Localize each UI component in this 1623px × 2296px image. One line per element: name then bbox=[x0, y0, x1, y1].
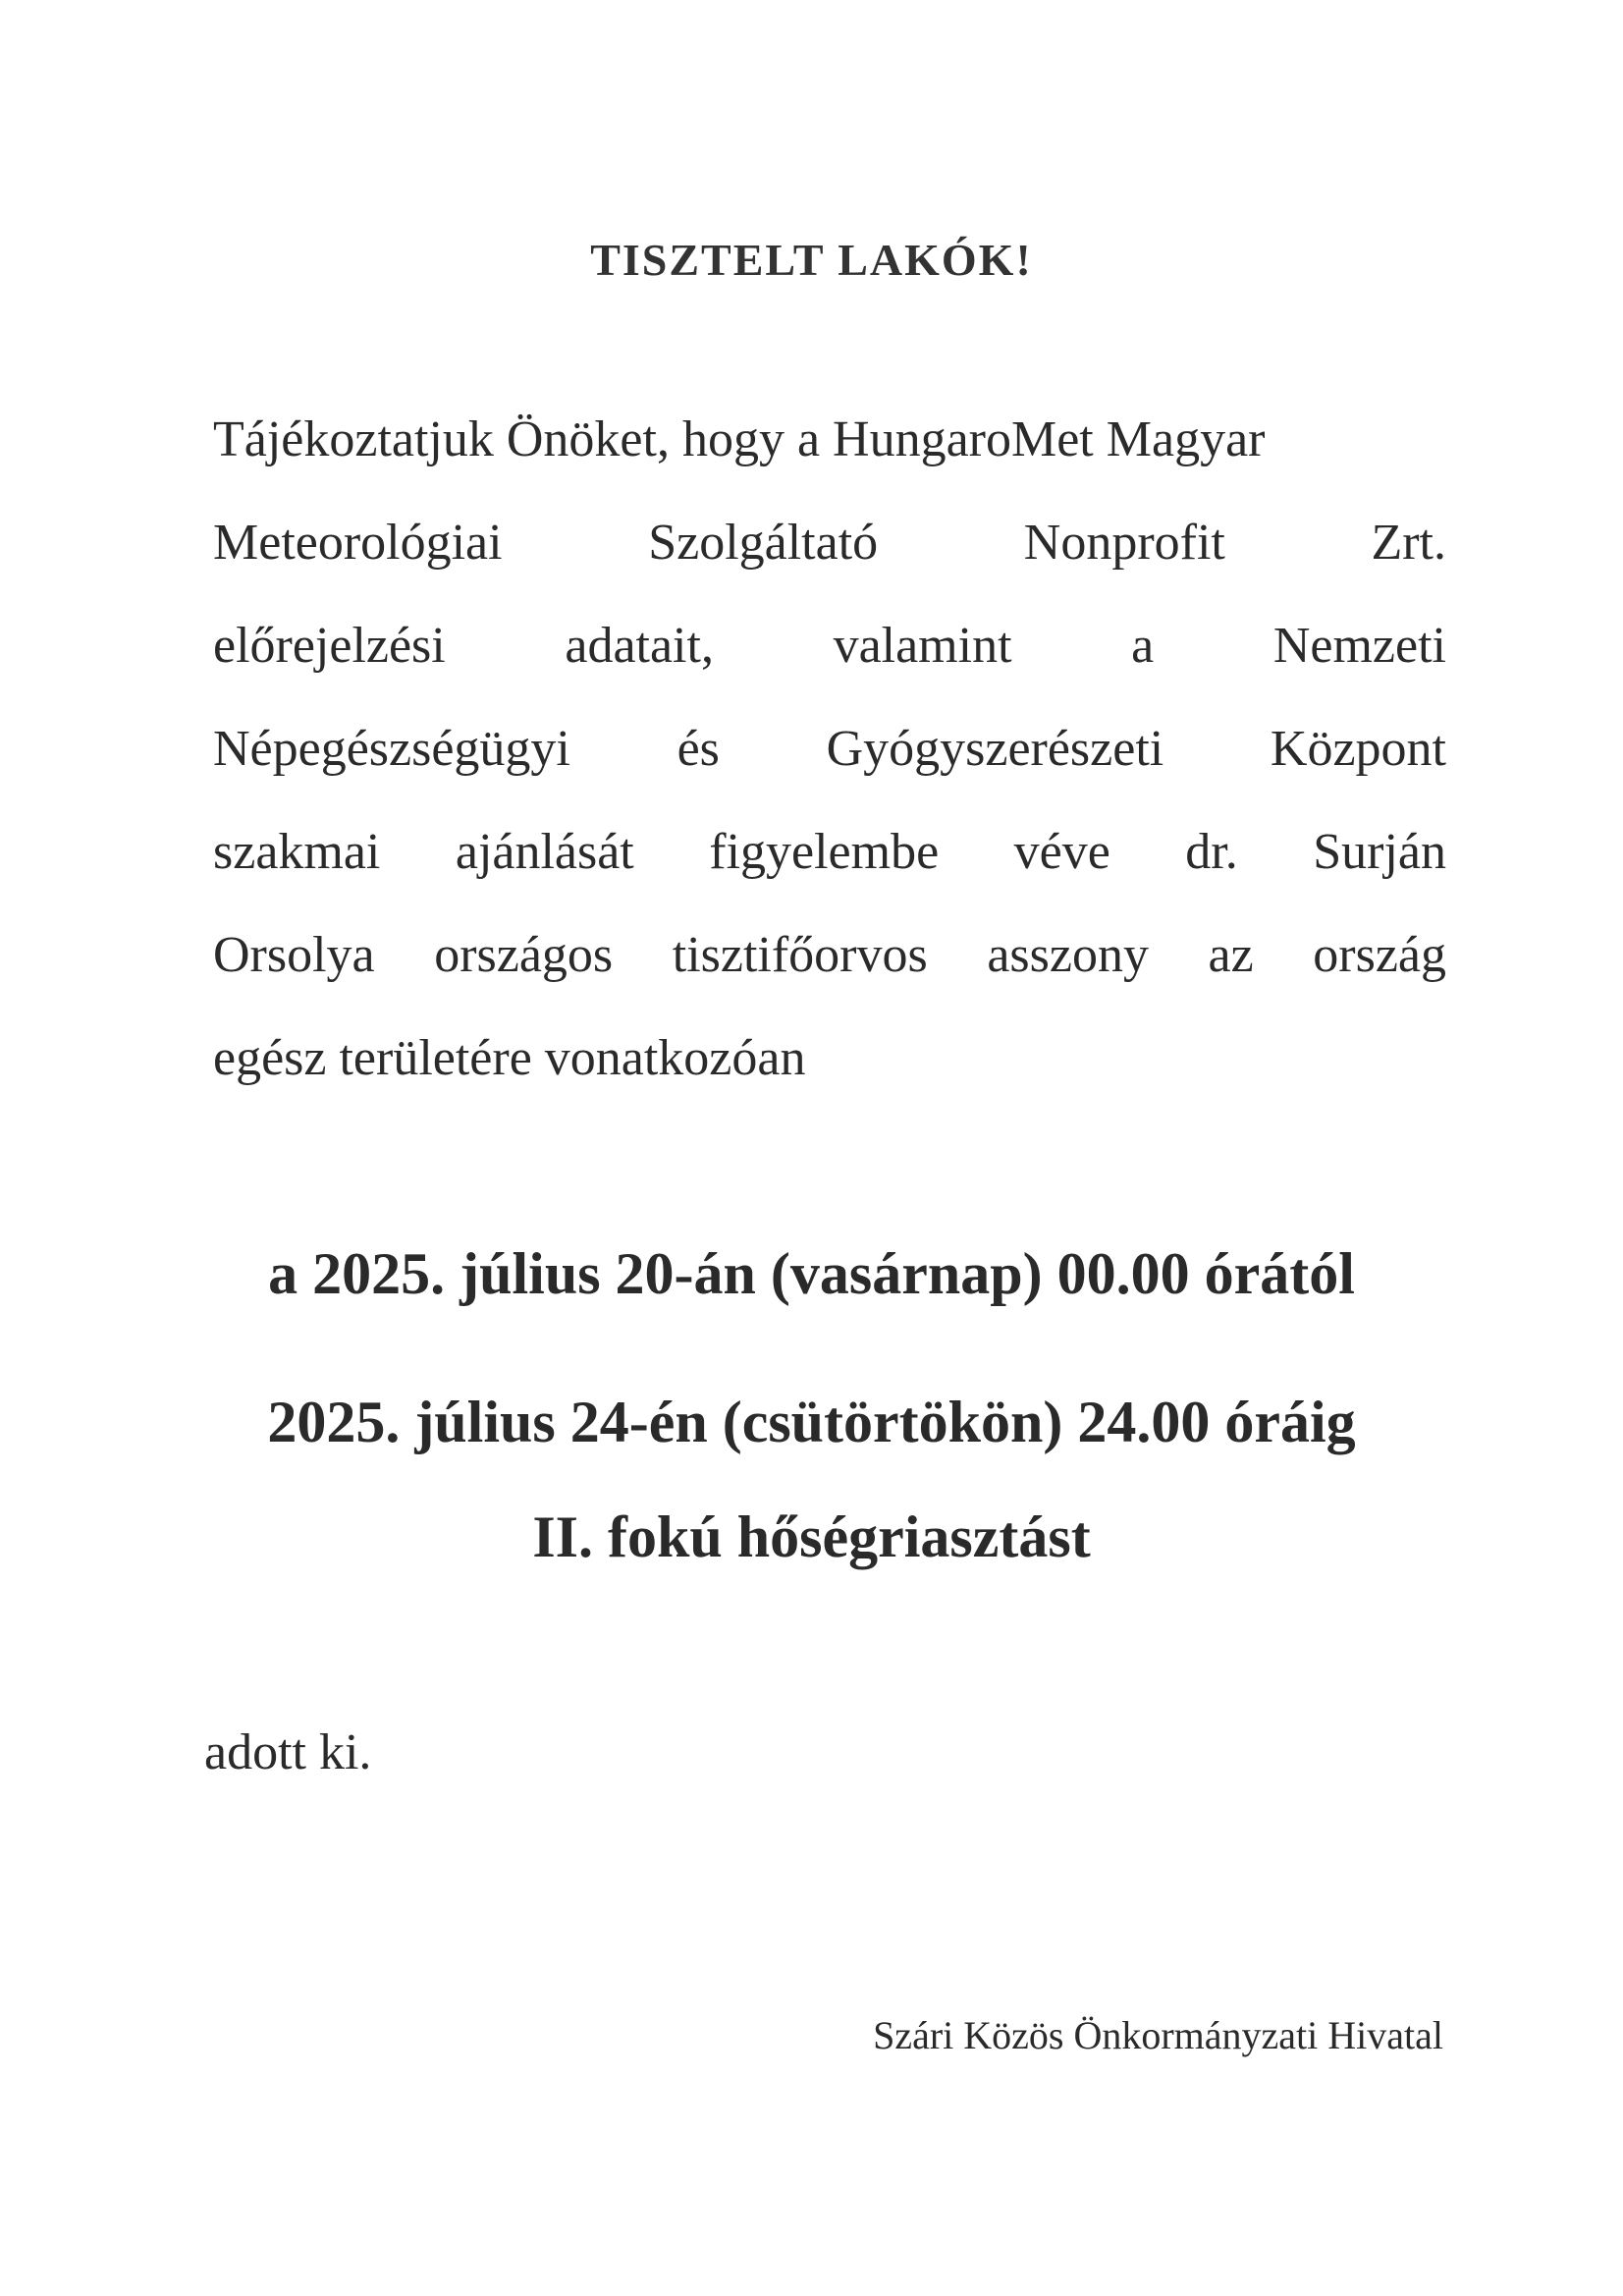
body-word: és bbox=[676, 721, 720, 777]
body-word: szakmai bbox=[213, 824, 381, 880]
body-word: Nonprofit bbox=[1023, 515, 1225, 571]
body-word: a bbox=[1131, 618, 1155, 674]
body-line-1 bbox=[213, 410, 1446, 469]
alert-period-from: a 2025. július 20-án (vasárnap) 00.00 órától bbox=[268, 1241, 1355, 1306]
body-line-4 bbox=[213, 720, 1446, 779]
body-word: országos bbox=[434, 927, 614, 983]
body-word: Népegészségügyi bbox=[213, 721, 570, 777]
body-word: dr. bbox=[1185, 824, 1238, 880]
body-word: Szolgáltató bbox=[648, 515, 879, 571]
alert-period-to: 2025. július 24-én (csütörtökön) 24.00 óráig bbox=[267, 1390, 1356, 1454]
body-word: Orsolya bbox=[213, 927, 375, 983]
body-word: Surján bbox=[1313, 824, 1446, 880]
body-line-5 bbox=[213, 823, 1446, 882]
notice-title: TISZTELT LAKÓK! bbox=[590, 235, 1033, 285]
body-word: Tájékoztatjuk Önöket, hogy a HungaroMet Magyar bbox=[213, 411, 1266, 467]
signature: Szári Közös Önkormányzati Hivatal bbox=[873, 2013, 1443, 2057]
closing-text: adott ki. bbox=[204, 1724, 372, 1780]
body-word: Központ bbox=[1270, 721, 1446, 777]
body-line-6 bbox=[213, 926, 1446, 985]
body-word: Nemzeti bbox=[1272, 618, 1446, 674]
body-word: az bbox=[1208, 927, 1254, 983]
body-word: egész területére vonatkozóan bbox=[213, 1030, 806, 1086]
body-word: adatait, bbox=[565, 618, 714, 674]
body-line-3 bbox=[213, 617, 1446, 676]
body-word: tisztifőorvos bbox=[672, 927, 928, 983]
body-line-2 bbox=[213, 514, 1446, 573]
body-word: Meteorológiai bbox=[213, 515, 503, 571]
body-word: ajánlását bbox=[455, 824, 634, 880]
body-word: előrejelzési bbox=[213, 618, 446, 674]
body-word: Gyógyszerészeti bbox=[826, 721, 1164, 777]
body-word: Zrt. bbox=[1371, 515, 1446, 571]
body-word: ország bbox=[1313, 927, 1446, 983]
body-word: figyelembe bbox=[709, 824, 940, 880]
body-word: valamint bbox=[833, 618, 1012, 674]
body-word: asszony bbox=[987, 927, 1149, 983]
body-word: véve bbox=[1013, 824, 1110, 880]
alert-level: II. fokú hőségriasztást bbox=[532, 1504, 1091, 1569]
body-line-7 bbox=[213, 1029, 1446, 1088]
